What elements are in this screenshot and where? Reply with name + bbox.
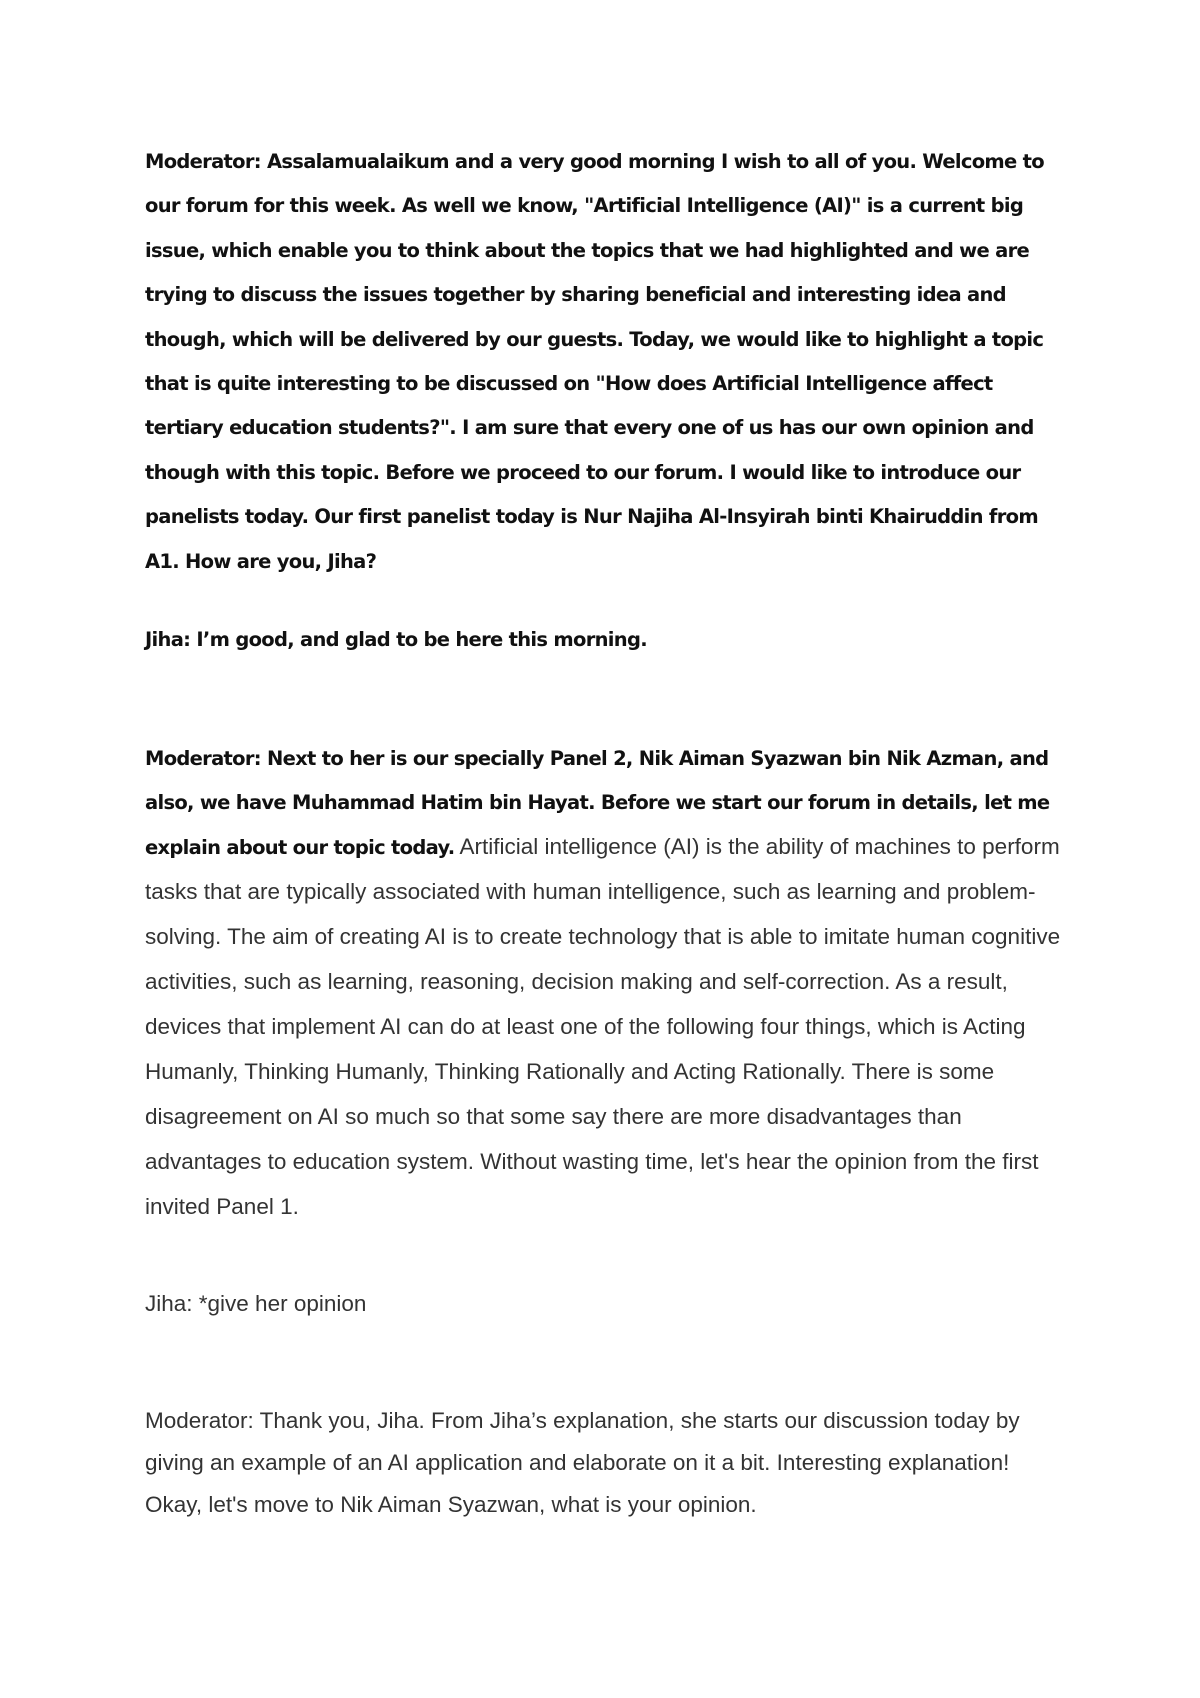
paragraph-moderator-introduction-bold: Moderator: Next to her is our specially Panel 2, Nik Aiman Syazwan bin Nik Azman, and also, we have Muhammad Hatim bin Hayat. Before we start our forum in details, let me explain about our topic today. (145, 747, 1050, 859)
paragraph-moderator-introduction-regular: Artificial intelligence (AI) is the ability of machines to perform tasks that are typically associated with human intelligence, such as learning and problem-solving. The aim of creating AI is to create technology that is able to imitate human cognitive activities, such as learning, reasoning, decision making and self-correction. As a result, devices that implement AI can do at least one of the following four things, which is Acting Humanly, Thinking Humanly, Thinking Rationally and Acting Rationally. There is some disagreement on AI so much so that some say there are more disadvantages than advantages to education system. Without wasting time, let's hear the opinion from the first invited Panel 1. (145, 834, 1061, 1219)
paragraph-moderator-introduction (145, 738, 1065, 1231)
paragraph-jiha-opinion: Jiha: *give her opinion (145, 1291, 367, 1316)
paragraph-jiha-greeting: Jiha: I’m good, and glad to be here this morning. (145, 628, 647, 651)
paragraph-moderator-thanks: Moderator: Thank you, Jiha. From Jiha’s explanation, she starts our discussion today by giving an example of an AI application and elaborate on it a bit. Interesting explanation! Okay, let's move to Nik Aiman Syazwan, what is your opinion. (145, 1408, 1020, 1517)
paragraph-moderator-opening: Moderator: Assalamualaikum and a very good morning I wish to all of you. Welcome to our forum for this week. As well we know, "Artificial Intelligence (AI)" is a current big issue, which enable you to think about the topics that we had highlighted and we are trying to discuss the issues together by sharing beneficial and interesting idea and though, which will be delivered by our guests. Today, we would like to highlight a topic that is quite interesting to be discussed on "How does Artificial Intelligence affect tertiary education students?". I am sure that every one of us has our own opinion and though with this topic. Before we proceed to our forum. I would like to introduce our panelists today. Our first panelist today is Nur Najiha Al-Insyirah binti Khairuddin from A1. How are you, Jiha? (145, 150, 1044, 573)
